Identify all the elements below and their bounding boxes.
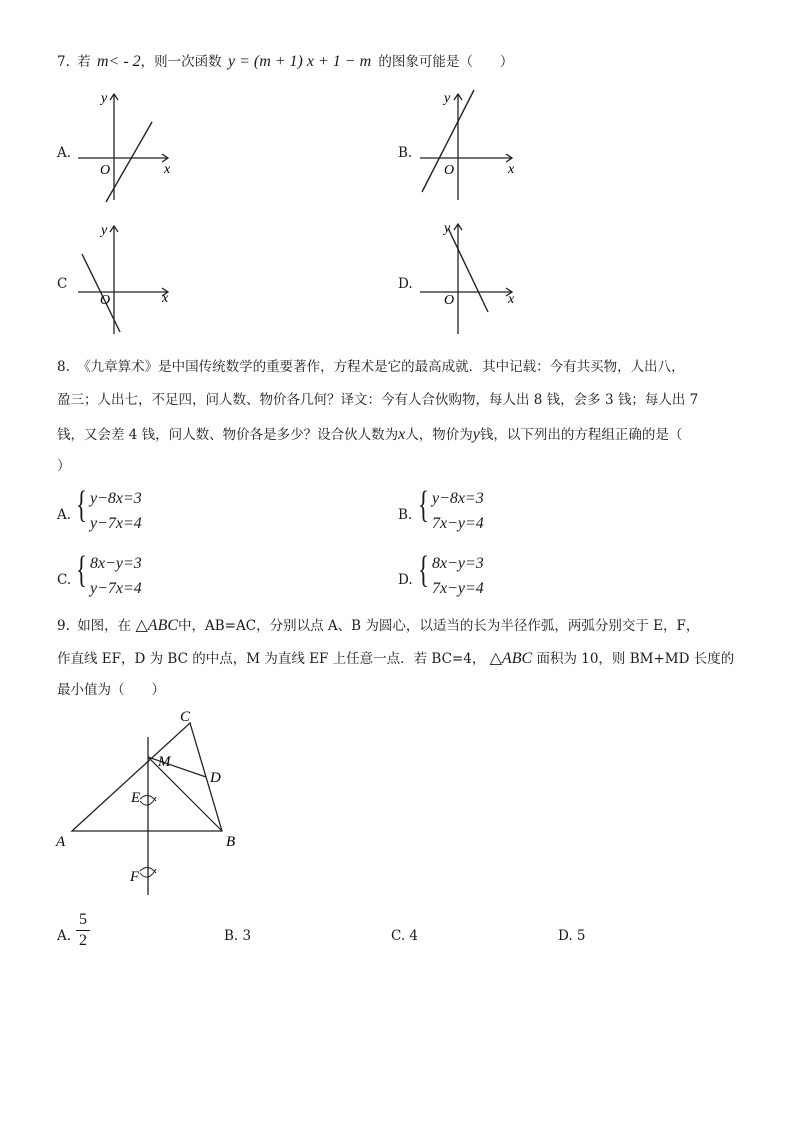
q8-option-c-label: C. <box>57 572 72 588</box>
q7-a-y-label: y <box>101 91 108 106</box>
q8-option-a-label: A. <box>57 507 72 523</box>
q8-option-d-system: { 8x−y=3 7x−y=4 <box>418 549 484 597</box>
q8-line-1: 8. 《九章算术》是中国传统数学的重要著作，方程术是它的最高成就．其中记载：今有共买物，人出八， <box>57 359 685 375</box>
q8-line-4: ） <box>57 458 71 474</box>
q7-b-y-label: y <box>444 91 451 106</box>
q7-option-b-label: B. <box>398 145 413 161</box>
q8-line-2: 盈三；人出七，不足四，问人数、物价各几何？译文：今有人合伙购物，每人出 8 钱，会多 3 钱；每人出 7 <box>57 392 699 408</box>
q7-option-d-graph <box>412 218 532 338</box>
q7-option-d-label: D. <box>398 276 413 292</box>
q9-option-d: D. 5 <box>558 928 586 944</box>
q7-a-origin: O <box>100 163 111 178</box>
segment-md <box>148 757 206 777</box>
triangle-abc <box>72 723 222 831</box>
q7-option-a-label: A. <box>57 145 72 161</box>
q7-option-a-graph <box>70 88 190 208</box>
q7-c-origin: O <box>100 293 111 308</box>
q7-d-x-label: x <box>508 292 515 307</box>
q8-line-3: 钱，又会差 4 钱，问人数、物价各是多少？设合伙人数为x人，物价为y钱，以下列出的方程组正确的是（ <box>57 426 683 443</box>
label-b: B <box>226 834 236 850</box>
q9-triangle-figure <box>50 705 260 900</box>
q9-line-3: 最小值为（ ） <box>57 682 165 698</box>
q7-b-origin: O <box>444 163 455 178</box>
q9-option-b: B. 3 <box>224 928 252 944</box>
q7-option-c-label: C <box>57 276 68 292</box>
q8-option-b-label: B. <box>398 507 413 523</box>
label-e: E <box>131 790 141 806</box>
q7-c-y-label: y <box>101 223 108 238</box>
label-d: D <box>210 770 221 786</box>
q8-option-b-system: { y−8x=3 7x−y=4 <box>418 484 484 532</box>
q8-option-a-system: { y−8x=3 y−7x=4 <box>76 484 142 532</box>
q7-option-b-graph <box>412 88 532 208</box>
q7-d-y-label: y <box>444 221 451 236</box>
q8-option-d-label: D. <box>398 572 413 588</box>
q7-b-x-label: x <box>508 162 515 177</box>
q7-option-c-graph <box>70 218 190 338</box>
label-c: C <box>180 709 191 725</box>
q8-option-c-system: { 8x−y=3 y−7x=4 <box>76 549 142 597</box>
q9-line-1: 9. 如图，在 △ABC中，AB=AC，分别以点 A、B 为圆心，以适当的长为半径作弧，两弧分别交于 E，F， <box>57 617 700 634</box>
q7-a-x-label: x <box>164 162 171 177</box>
label-f: F <box>130 869 140 885</box>
q9-line-2: 作直线 EF，D 为 BC 的中点，M 为直线 EF 上任意一点．若 BC=4， △ABC 面积为 10，则 BM+MD 长度的 <box>57 650 735 667</box>
q9-option-a-fraction: 5 2 <box>76 911 90 950</box>
q7-c-x-label: x <box>162 291 169 306</box>
q7-stem: 7. 若 m< - 2，则一次函数 y = (m + 1) x + 1 − m 的图象可能是（ ） <box>57 53 514 70</box>
label-m: M <box>158 754 171 770</box>
q9-option-c: C. 4 <box>391 928 419 944</box>
q9-option-a-label: A. <box>57 928 72 944</box>
q7-d-origin: O <box>444 293 455 308</box>
label-a: A <box>56 834 66 850</box>
